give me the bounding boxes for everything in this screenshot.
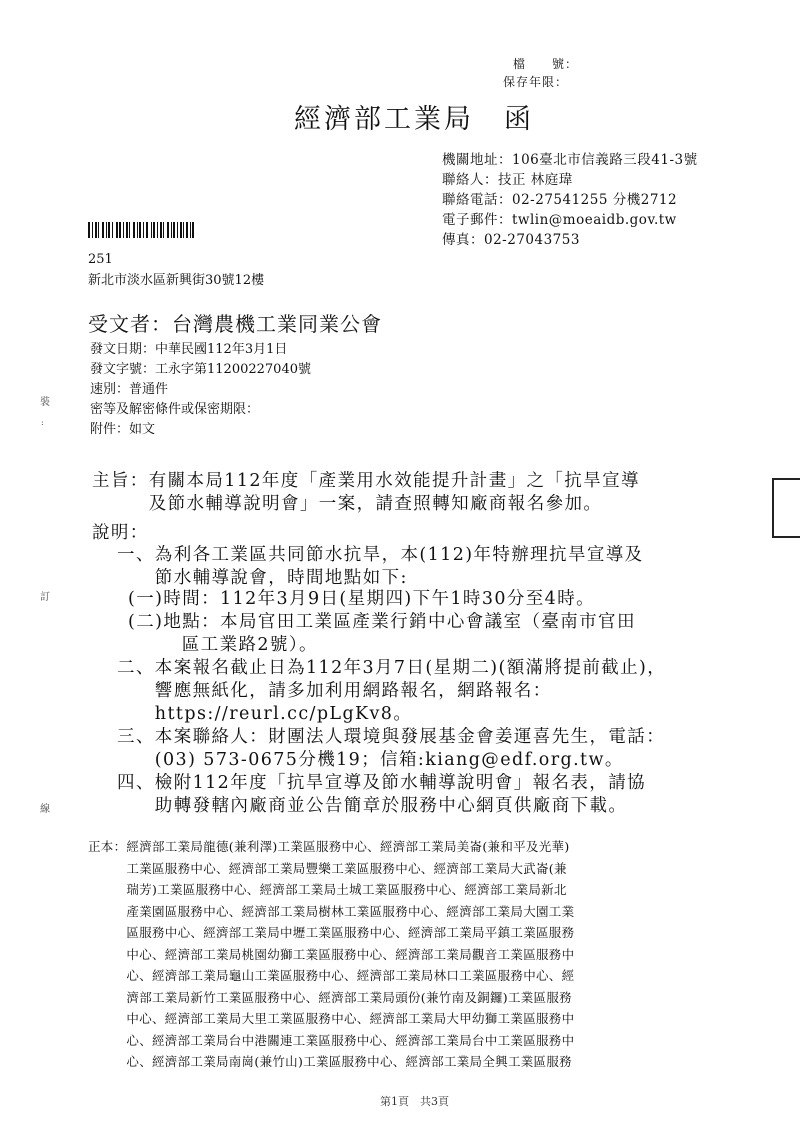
explanation-line: 四、檢附112年度「抗旱宣導及節水輔導說明會」報名表，請協 [117,773,646,793]
explanation-line: 節水輔導說會，時間地點如下: [117,568,408,588]
explanation-line: 一、為利各工業區共同節水抗旱，本(112)年特辦理抗旱宣導及 [117,545,644,565]
contact-fax: 傳真：02-27043753 [442,232,580,248]
explanation-line: (二)地點：本局官田工業區產業行銷中心會議室（臺南市官田 [128,612,636,632]
document-meta [90,340,311,440]
recipient-address: 新北市淡水區新興街30號12樓 [88,273,265,288]
binding-mark-top: 裝 [40,397,50,408]
explanation-line: 三、本案聯絡人：財團法人環境與發展基金會姜運喜先生，電話： [117,727,666,747]
cc-line: 濟部工業局新竹工業區服務中心、經濟部工業局頭份(兼竹南及銅鑼)工業區服務 [88,989,572,1005]
subject-line: 主旨：有關本局112年度「產業用水效能提升計畫」之「抗旱宣導 [92,471,640,491]
explanation-items-2-4 [117,657,666,818]
explanation-line: (一)時間：112年3月9日(星期四)下午1時30分至4時。 [128,589,596,609]
cc-line: 產業園區服務中心、經濟部工業局樹林工業區服務中心、經濟部工業局大園工業 [88,903,575,919]
explanation-item-1 [117,544,644,590]
recipient-address-block [88,249,264,291]
subject [92,470,640,516]
registration-url: https://reurl.cc/pLgKv8。 [117,704,413,724]
binding-mark-middle: 訂 [40,592,50,603]
binding-dot: : [41,418,44,427]
contact-person: 聯絡人：技正 林庭瑋 [442,172,573,188]
cc-line: 心、經濟部工業局南崗(兼竹山)工業區服務中心、經濟部工業局全興工業區服務 [88,1054,572,1069]
urgency: 速別：普通件 [90,382,169,397]
explanation-label: 說明： [92,523,149,543]
page-number: 第1頁 共3頁 [380,1095,449,1108]
agency-info [442,150,698,250]
postal-barcode [88,222,223,238]
file-number-label: 檔 號： [513,57,579,71]
explanation-sub-items [128,588,636,657]
document-number: 發文字號：工永字第11200227040號 [90,362,311,377]
cc-line: 區服務中心、經濟部工業局中壢工業區服務中心、經濟部工業局平鎮工業區服務 [88,925,575,940]
issue-date: 發文日期：中華民國112年3月1日 [90,342,288,357]
explanation-line: (03) 573-0675分機19；信箱:kiang@edf.org.tw。 [117,750,624,770]
subject-line: 及節水輔導說明會」一案，請查照轉知廠商報名參加。 [92,494,603,514]
contact-phone: 聯絡電話：02-27541255 分機2712 [442,192,678,208]
cc-line: 正本：經濟部工業局龍德(兼利澤)工業區服務中心、經濟部工業局美崙(兼和平及光華) [88,839,570,854]
attachments: 附件：如文 [90,422,156,437]
cc-line: 工業區服務中心、經濟部工業局豐樂工業區服務中心、經濟部工業局大武崙(兼 [88,860,567,876]
postal-code: 251 [88,252,113,267]
document-title: 經濟部工業局 函 [294,104,534,135]
retention-period-label: 保存年限： [503,75,569,89]
cc-line: 心、經濟部工業局台中港關連工業區服務中心、經濟部工業局台中工業區服務中 [88,1032,575,1048]
explanation-line: 二、本案報名截止日為112年3月7日(星期二)(額滿將提前截止)， [117,658,667,678]
cc-list [88,836,574,1073]
confidentiality: 密等及解密條件或保密期限： [90,402,260,417]
cc-line: 中心、經濟部工業局桃園幼獅工業區服務中心、經濟部工業局觀音工業區服務中 [88,946,575,962]
contact-email: 電子郵件：twlin@moeaidb.gov.tw [442,212,677,228]
seal-stamp [772,478,800,538]
binding-mark-bottom: 線 [40,804,50,815]
explanation-line: 區工業路2號）。 [144,635,318,655]
agency-address: 機關地址：106臺北市信義路三段41-3號 [442,152,698,168]
recipient: 受文者：台灣農機工業同業公會 [88,312,382,336]
cc-line: 瑞芳)工業區服務中心、經濟部工業局土城工業區服務中心、經濟部工業局新北 [88,882,567,897]
explanation-line: 響應無紙化，請多加利用網路報名，網路報名： [117,681,552,701]
explanation-line: 助轉發轄內廠商並公告簡章於服務中心網頁供廠商下載。 [117,796,628,816]
cc-line: 中心、經濟部工業局大里工業區服務中心、經濟部工業局大甲幼獅工業區服務中 [88,1011,575,1026]
cc-line: 心、經濟部工業局龜山工業區服務中心、經濟部工業局林口工業區服務中心、經 [88,968,575,983]
